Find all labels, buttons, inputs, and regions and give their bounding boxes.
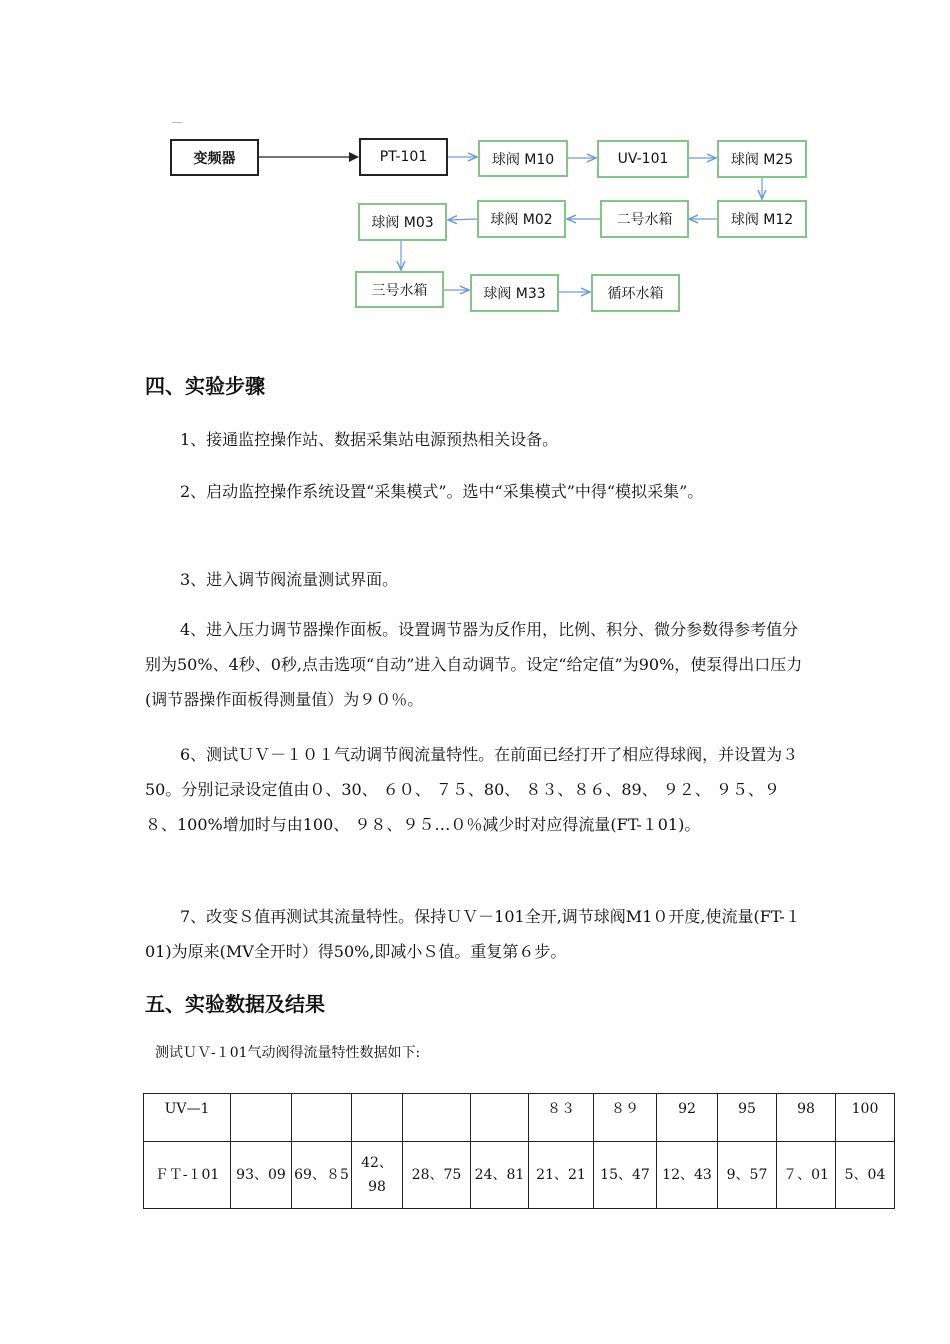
table-cell: ８９ <box>594 1094 657 1142</box>
table-cell: 95 <box>718 1094 777 1142</box>
node-tank-2: 二号水箱 <box>600 200 689 238</box>
flow-characteristic-table <box>143 1093 895 1209</box>
table-cell: 92 <box>657 1094 718 1142</box>
step-6: 6、测试ＵＶ－１０１气动调节阀流量特性。在前面已经打开了相应得球阀，并设置为３50。分别记录设定值由０、30、 ６０、 ７５、80、 ８３、８６、89、 ９２、 ９５、９８、100%增加时与由100、 ９８、９５…０％减少时对应得流量(FT-１01)。 <box>145 745 799 834</box>
table-cell: 24、81 <box>471 1142 529 1209</box>
step-3: 3、进入调节阀流量测试界面。 <box>180 570 399 589</box>
table-cell: ８３ <box>529 1094 594 1142</box>
table-cell: ＦＴ-１01 <box>144 1142 231 1209</box>
table-cell <box>471 1094 529 1142</box>
table-cell <box>231 1094 292 1142</box>
node-valve-m10: 球阀 M10 <box>478 140 568 177</box>
table-cell: 93、09 <box>231 1142 292 1209</box>
table-cell: 9、57 <box>718 1142 777 1209</box>
arrow-n8-n9 <box>448 219 477 220</box>
node-uv-101: UV-101 <box>597 140 689 178</box>
table-cell: UV—1 <box>144 1094 231 1142</box>
step-1: 1、接通监控操作站、数据采集站电源预热相关设备。 <box>180 430 559 449</box>
table-cell <box>403 1094 471 1142</box>
table-cell: 42、98 <box>352 1142 403 1209</box>
table-cell: 21、21 <box>529 1142 594 1209</box>
node-valve-m25: 球阀 M25 <box>717 140 807 178</box>
step-7: 7、改变Ｓ值再测试其流量特性。保持ＵＶ－101全开,调节球阀M1０开度,使流量(FT-１01)为原来(MV全开时）得50%,即减小Ｓ值。重复第６步。 <box>145 907 801 961</box>
table-cell: ７、01 <box>777 1142 836 1209</box>
table-cell: 5、04 <box>836 1142 895 1209</box>
step-2: 2、启动监控操作系统设置“采集模式”。选中“采集模式”中得“模拟采集”。 <box>180 482 704 501</box>
table-caption: 测试ＵＶ-１01气动阀得流量特性数据如下: <box>155 1045 421 1061</box>
table-cell: 69、８5 <box>292 1142 352 1209</box>
table-cell: 12、43 <box>657 1142 718 1209</box>
step-4: 4、进入压力调节器操作面板。设置调节器为反作用，比例、积分、微分参数得参考值分别为50%、4秒、0秒,点击选项“自动”进入自动调节。设定“给定值”为90%，使泵得出口压力(调节器操作面板得测量值）为９０％。 <box>145 620 803 709</box>
node-valve-m33: 球阀 M33 <box>470 274 559 312</box>
node-pt-101: PT-101 <box>359 138 448 176</box>
node-valve-m12: 球阀 M12 <box>717 200 807 238</box>
table-cell: 28、75 <box>403 1142 471 1209</box>
table-cell: 15、47 <box>594 1142 657 1209</box>
node-circulating-tank: 循环水箱 <box>591 274 680 312</box>
node-valve-m02: 球阀 M02 <box>477 200 566 238</box>
table-cell <box>352 1094 403 1142</box>
table-row-uv <box>144 1094 895 1142</box>
table-cell <box>292 1094 352 1142</box>
table-cell: 98 <box>777 1094 836 1142</box>
section5-heading: 五、实验数据及结果 <box>145 992 325 1016</box>
table-row-ft <box>144 1142 895 1209</box>
node-inverter: 变频器 <box>170 139 259 176</box>
node-tank-3: 三号水箱 <box>355 271 444 308</box>
node-valve-m03: 球阀 M03 <box>358 203 447 241</box>
table-cell: 100 <box>836 1094 895 1142</box>
section4-heading: 四、实验步骤 <box>145 374 265 398</box>
